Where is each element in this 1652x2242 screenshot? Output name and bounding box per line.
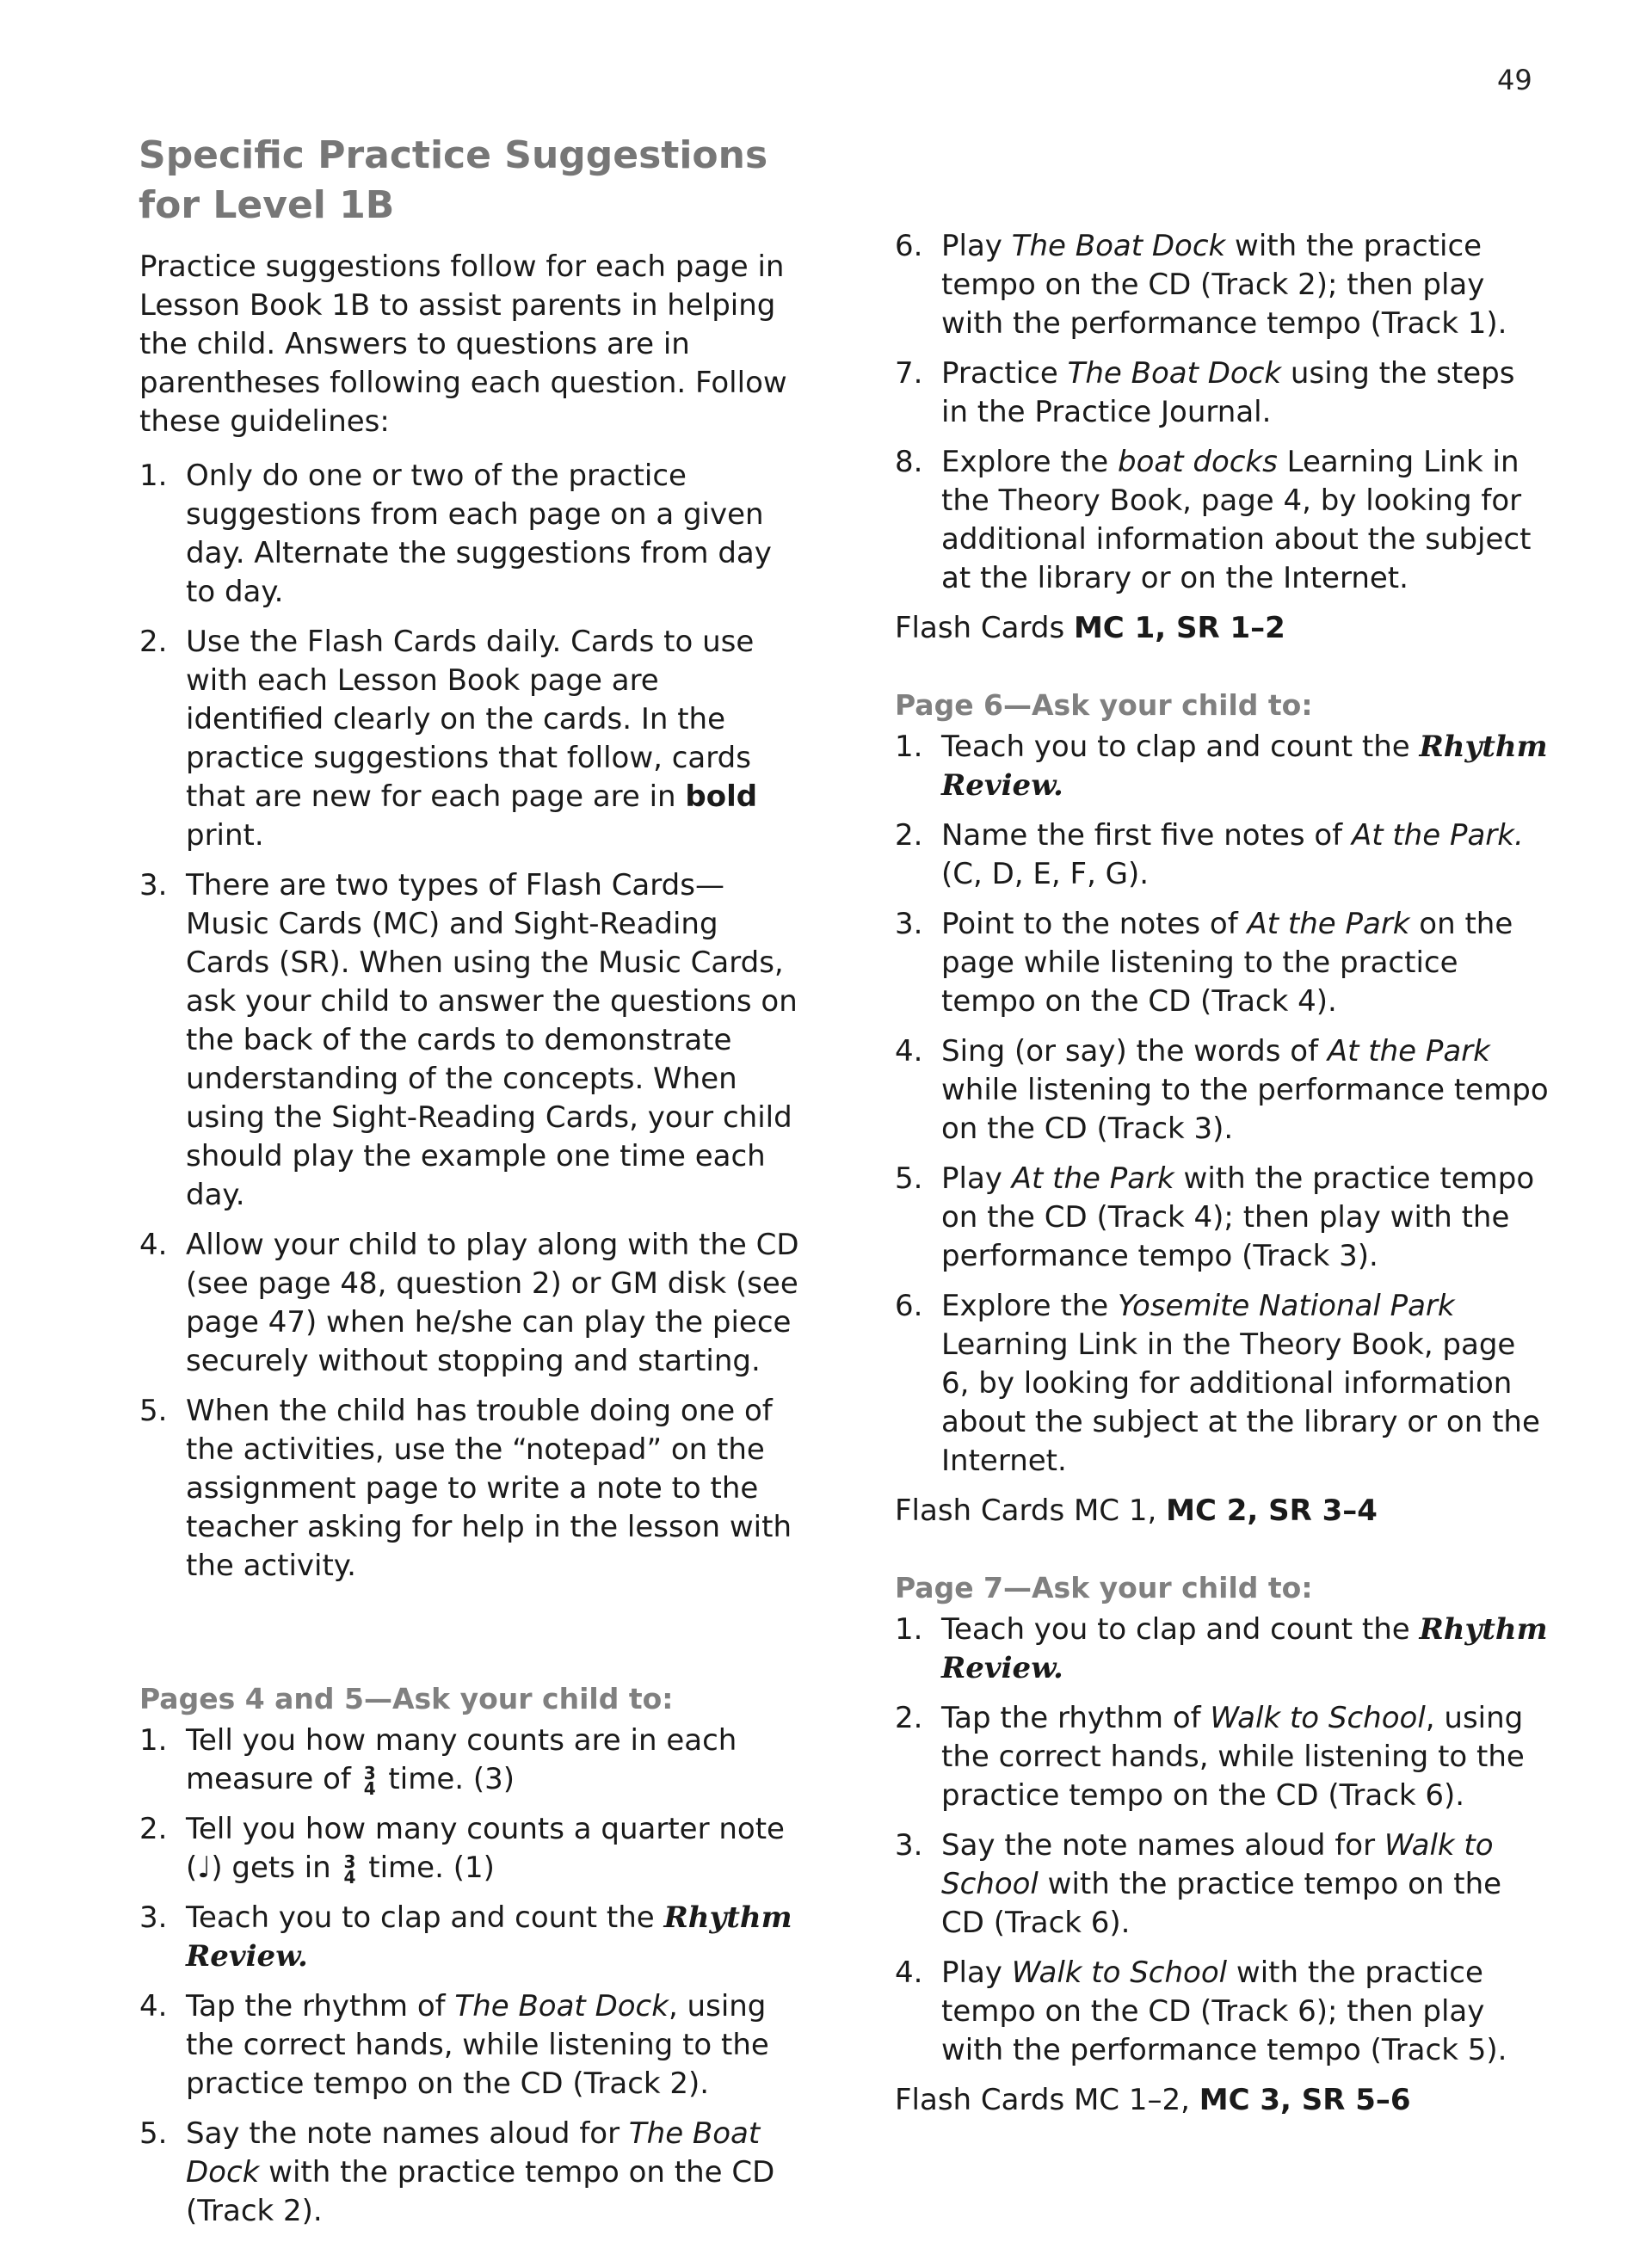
item-text: with the practice tempo on the CD (Track 2); then play with the performance tempo (Track 1). (941, 229, 1507, 341)
list-item (139, 2115, 802, 2231)
list-item (895, 1287, 1549, 1481)
item-number: 3. (139, 1900, 168, 1935)
quarter-note-icon: ♩ (197, 1851, 212, 1885)
item-text: Play (941, 1956, 1012, 1990)
section-heading-pages-4-5: Pages 4 and 5—Ask your child to: (139, 1682, 674, 1715)
item-text: Learning Link in the Theory Book, page 4, by looking for additional information about the subject at the library or on the Internet. (941, 445, 1532, 595)
list-item (139, 1899, 802, 1976)
list-item (139, 1810, 802, 1888)
item-number: 1. (139, 1723, 168, 1758)
list-item (895, 1826, 1549, 1943)
item-number: 1. (895, 730, 923, 764)
item-number: 2. (895, 1701, 923, 1735)
item-text: Teach you to clap and count the (941, 1612, 1420, 1647)
item-number: 2. (139, 625, 168, 659)
section-heading-page-6: Page 6—Ask your child to: (895, 688, 1313, 722)
flash-cards-line: Flash Cards MC 1–2, MC 3, SR 5–6 (895, 2083, 1411, 2117)
item-text: with the practice tempo on the CD (Track 2). (186, 2155, 775, 2228)
item-text: Learning Link in the Theory Book, page 6, by looking for additional information about the subject at the library or on the Internet. (941, 1327, 1540, 1478)
time-signature-icon: 3 4 (363, 1762, 376, 1799)
piece-title: Walk to School (941, 1828, 1494, 1901)
item-text: , using the correct hands, while listening to the practice tempo on the CD (Track 6). (941, 1701, 1525, 1813)
rhythm-review-logo: Rhythm Review. (941, 1612, 1548, 1685)
rhythm-review-logo: Rhythm Review. (941, 730, 1548, 803)
list-item (139, 1226, 802, 1381)
item-text: Name the first five notes of (941, 818, 1352, 853)
item-text: Only do one or two of the practice suggestions from each page on a given day. Alternate the suggestions from day to day. (186, 459, 772, 609)
item-number: 3. (895, 907, 923, 941)
flash-cards-line: Flash Cards MC 1, MC 2, SR 3–4 (895, 1494, 1378, 1528)
item-text: Explore the (941, 1289, 1118, 1323)
piece-title: At the Park (1011, 1161, 1174, 1196)
item-text: When the child has trouble doing one of the activities, use the “notepad” on the assignment page to write a note to the teacher asking for help in the lesson with the activity. (186, 1394, 792, 1583)
item-text: Say the note names aloud for (941, 1828, 1384, 1863)
item-number: 6. (895, 1289, 923, 1323)
item-text: , using the correct hands, while listening to the practice tempo on the CD (Track 2). (186, 1989, 769, 2101)
item-text: ) gets in (211, 1851, 331, 1885)
piece-title: The Boat Dock (454, 1989, 669, 2023)
learning-link-title: Yosemite National Park (1118, 1289, 1455, 1323)
item-text: time. (1) (368, 1851, 495, 1885)
item-number: 4. (895, 1956, 923, 1990)
item-number: 1. (139, 459, 168, 493)
item-text: Play (941, 1161, 1012, 1196)
page-title (139, 131, 767, 231)
item-text: print. (186, 818, 264, 853)
piece-title: The Boat Dock (1067, 356, 1282, 391)
piece-title: Walk to School (1210, 1701, 1426, 1735)
list-item (895, 1160, 1549, 1276)
right-column (895, 227, 1549, 2120)
item-number: 5. (139, 2116, 168, 2151)
item-text: Teach you to clap and count the (186, 1900, 664, 1935)
item-number: 5. (895, 1161, 923, 1196)
piece-title: The Boat Dock (186, 2116, 761, 2190)
bold-word: bold (685, 779, 758, 814)
list-item (895, 227, 1549, 343)
item-text: Tell you how many counts are in each measure of (186, 1723, 737, 1796)
item-text: Play (941, 229, 1012, 263)
item-text: with the practice tempo on the CD (Track 6); then play with the performance tempo (Track 5). (941, 1956, 1507, 2067)
list-item (895, 728, 1549, 805)
item-number: 2. (895, 818, 923, 853)
pages-4-5-list (139, 1722, 802, 2231)
item-text: on the page while listening to the practice tempo on the CD (Track 4). (941, 907, 1513, 1019)
list-item (895, 816, 1549, 894)
item-text: while listening to the performance tempo on the CD (Track 3). (941, 1073, 1549, 1146)
item-text: Teach you to clap and count the (941, 730, 1420, 764)
guidelines-list (139, 457, 802, 1586)
piece-title: At the Park (1247, 907, 1410, 941)
item-number: 8. (895, 445, 923, 479)
list-item (139, 623, 802, 855)
list-item (139, 457, 802, 612)
flash-cards-line: Flash Cards MC 1, SR 1–2 (895, 611, 1285, 645)
item-text: Use the Flash Cards daily. Cards to use with each Lesson Book page are identified clearly on the cards. In the practice suggestions that follow, cards that are new for each page are in (186, 625, 755, 814)
list-item (139, 866, 802, 1215)
item-text: with the practice tempo on the CD (Track 4); then play with the performance tempo (Track 3). (941, 1161, 1535, 1273)
item-number: 6. (895, 229, 923, 263)
item-text: Tap the rhythm of (186, 1989, 455, 2023)
title-line-2: for Level 1B (139, 183, 395, 227)
item-text: with the practice tempo on the CD (Track 6). (941, 1867, 1502, 1940)
item-number: 4. (139, 1989, 168, 2023)
list-item (895, 1699, 1549, 1815)
list-item (895, 354, 1549, 432)
item-text: using the steps in the Practice Journal. (941, 356, 1515, 429)
list-item (139, 1987, 802, 2103)
piece-title: Walk to School (1011, 1956, 1228, 1990)
page-number: 49 (1497, 64, 1532, 96)
item-text: Allow your child to play along with the CD (see page 48, question 2) or GM disk (see page 47) when he/she can play the piece securely without stopping and starting. (186, 1228, 799, 1378)
item-number: 3. (139, 868, 168, 902)
list-item (895, 905, 1549, 1021)
learning-link-title: boat docks (1118, 445, 1278, 479)
section-heading-page-7: Page 7—Ask your child to: (895, 1571, 1313, 1605)
left-column (139, 248, 802, 2242)
item-text: (C, D, E, F, G). (941, 857, 1150, 891)
item-number: 1. (895, 1612, 923, 1647)
item-text: Say the note names aloud for (186, 2116, 629, 2151)
item-number: 4. (895, 1034, 923, 1069)
piece-title: The Boat Dock (1011, 229, 1226, 263)
item-text: time. (3) (388, 1762, 515, 1796)
rhythm-review-logo: Rhythm Review. (186, 1900, 792, 1974)
page-6-list (895, 728, 1549, 1481)
item-number: 2. (139, 1812, 168, 1846)
item-number: 4. (139, 1228, 168, 1262)
list-item (895, 1954, 1549, 2070)
title-line-1: Specific Practice Suggestions (139, 133, 768, 177)
list-item (139, 1392, 802, 1586)
list-item (139, 1722, 802, 1799)
item-text: Explore the (941, 445, 1118, 479)
item-number: 5. (139, 1394, 168, 1428)
piece-title: At the Park. (1351, 818, 1524, 853)
item-text: Tap the rhythm of (941, 1701, 1211, 1735)
list-item (895, 1032, 1549, 1149)
pages-4-5-continued-list (895, 227, 1549, 598)
item-text: Practice (941, 356, 1068, 391)
item-number: 7. (895, 356, 923, 391)
page-7-list (895, 1611, 1549, 2070)
item-text: There are two types of Flash Cards—Music Cards (MC) and Sight-Reading Cards (SR). When using the Music Cards, ask your child to answer the questions on the back of the cards to demonstrate understanding of the concepts. When using the Sight-Reading Cards, your child should play the example one time each day. (186, 868, 798, 1212)
item-text: Point to the notes of (941, 907, 1248, 941)
item-text: Sing (or say) the words of (941, 1034, 1328, 1069)
piece-title: At the Park (1327, 1034, 1490, 1069)
list-item (895, 443, 1549, 598)
time-signature-icon: 3 4 (343, 1851, 356, 1888)
intro-paragraph: Practice suggestions follow for each page in Lesson Book 1B to assist parents in helping the child. Answers to questions are in parentheses following each question. Follow these guidelines: (139, 249, 787, 439)
item-number: 3. (895, 1828, 923, 1863)
item-text: Tell you how many counts a quarter note ( (186, 1812, 785, 1885)
list-item (895, 1611, 1549, 1688)
